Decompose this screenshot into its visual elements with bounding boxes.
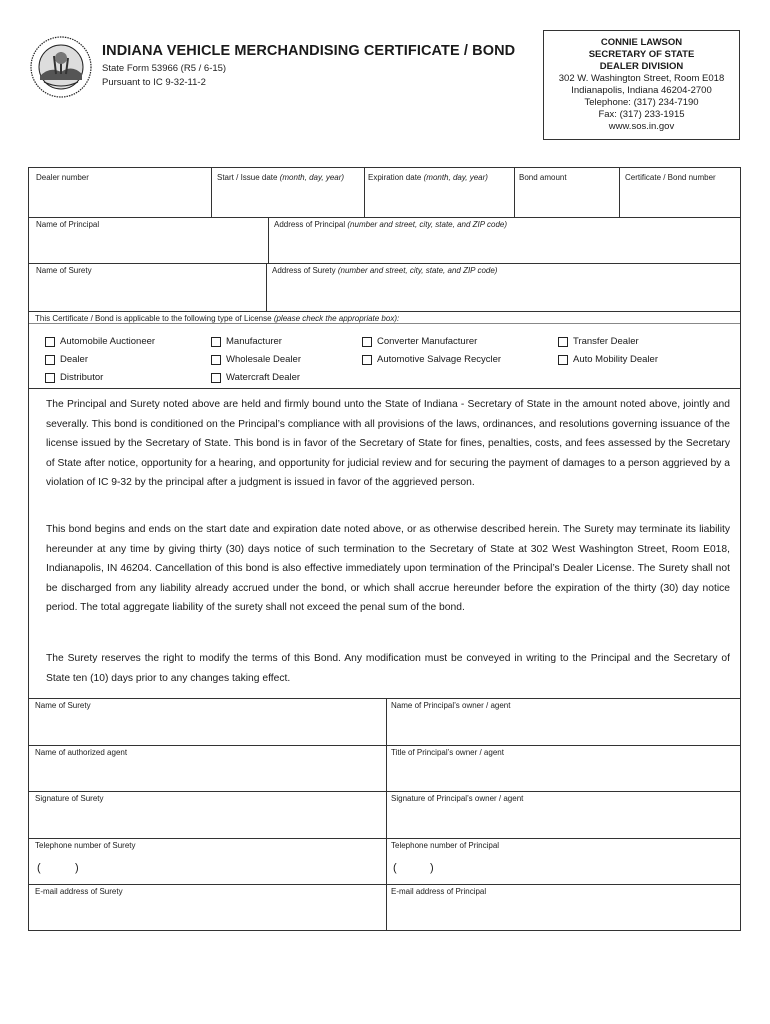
owner-title-field[interactable]: Title of Principal’s owner / agent: [391, 748, 504, 757]
bond-terms-paragraph-3: The Surety reserves the right to modify the terms of this Bond. Any modification must be conveyed in writing to the Principal and the Secretary of State ten (10) days prior to any changes taking effect.: [46, 653, 730, 684]
principal-address-field[interactable]: Address of Principal (number and street, city, state, and ZIP code): [274, 220, 508, 229]
form-title: INDIANA VEHICLE MERCHANDISING CERTIFICATE / BOND: [102, 43, 516, 59]
principal-name-field[interactable]: Name of Principal: [36, 220, 100, 229]
principal-area-code-close: ): [430, 862, 434, 874]
bond-form: [28, 167, 741, 931]
checkbox-converter-manufacturer[interactable]: Converter Manufacturer: [362, 336, 477, 347]
office-address-line1: 302 W. Washington Street, Room E018: [558, 73, 725, 84]
office-title: SECRETARY OF STATE: [588, 49, 695, 60]
office-website: www.sos.in.gov: [608, 121, 675, 132]
office-name: CONNIE LAWSON: [600, 37, 683, 48]
dealer-number-field[interactable]: Dealer number: [36, 173, 89, 182]
pursuant-statute: Pursuant to IC 9-32-11-2: [102, 77, 206, 88]
bond-terms-paragraph-2: This bond begins and ends on the start date and expiration date noted above, or as otherwise described herein. The Surety may terminate its liability hereunder at any time by giving thirty (30) days notice of such termination to the Secretary of State at 302 West Washington Street, Room E018, Indianapolis, IN 46204. Cancellation of this bond is also effective immediately upon termination of the Principal’s Dealer License. The Surety shall not be discharged from any liability already accrued under the bond, or which shall accrue hereunder before the expiration of the thirty (30) day notice period. The total aggregate liability of the surety shall not exceed the penal sum of the bond.: [46, 524, 730, 613]
surety-name-field[interactable]: Name of Surety: [36, 266, 92, 275]
bond-terms-paragraph-1: The Principal and Surety noted above are held and firmly bound unto the State of Indiana - Secretary of State in the amount noted above, jointly and severally. This bond is conditioned on the Principal’s compliance with all provisions of the laws, ordinances, and resolutions governing issuance of the license issued by the Secretary of State. This bond is in favor of the Secretary of State for fines, penalties, costs, and fees assessed by the Secretary of State after notice, opportunity for a hearing, and opportunity for judicial review and for securing the payment of damages to a person aggrieved by a violation of IC 9-32 by the principal after a judgment is issued in favor of the aggrieved person.: [46, 399, 730, 488]
principal-telephone-field[interactable]: Telephone number of Principal: [391, 841, 500, 850]
checkbox-watercraft-dealer[interactable]: Watercraft Dealer: [211, 372, 300, 383]
authorized-agent-field[interactable]: Name of authorized agent: [35, 748, 128, 757]
surety-name-bottom-field[interactable]: Name of Surety: [35, 701, 91, 710]
checkbox-auto-mobility-dealer[interactable]: Auto Mobility Dealer: [558, 354, 658, 365]
certificate-number-field[interactable]: Certificate / Bond number: [625, 173, 716, 182]
checkbox-automobile-auctioneer[interactable]: Automobile Auctioneer: [45, 336, 155, 347]
owner-signature-field[interactable]: Signature of Principal’s owner / agent: [391, 794, 524, 803]
surety-telephone-field[interactable]: Telephone number of Surety: [35, 841, 136, 850]
start-date-field[interactable]: Start / Issue date (month, day, year): [217, 173, 345, 182]
expiration-date-field[interactable]: Expiration date (month, day, year): [368, 173, 488, 182]
checkbox-manufacturer[interactable]: Manufacturer: [211, 336, 282, 347]
surety-area-code-close: ): [75, 862, 79, 874]
office-telephone: Telephone: (317) 234-7190: [584, 97, 699, 108]
owner-name-field[interactable]: Name of Principal’s owner / agent: [391, 701, 511, 710]
principal-email-field[interactable]: E-mail address of Principal: [391, 887, 487, 896]
state-form-number: State Form 53966 (R5 / 6-15): [102, 63, 227, 74]
license-type-prompt: This Certificate / Bond is applicable to the following type of License (please check the appropriate box):: [35, 314, 400, 323]
surety-address-field[interactable]: Address of Surety (number and street, city, state, and ZIP code): [272, 266, 498, 275]
office-fax: Fax: (317) 233-1915: [598, 109, 685, 120]
checkbox-transfer-dealer[interactable]: Transfer Dealer: [558, 336, 639, 347]
checkbox-automotive-salvage-recycler[interactable]: Automotive Salvage Recycler: [362, 354, 501, 365]
surety-area-code-open: (: [37, 862, 41, 874]
principal-area-code-open: (: [393, 862, 397, 874]
state-seal-logo: [30, 36, 92, 98]
checkbox-wholesale-dealer[interactable]: Wholesale Dealer: [211, 354, 301, 365]
office-address-line2: Indianapolis, Indiana 46204-2700: [571, 85, 712, 96]
surety-signature-field[interactable]: Signature of Surety: [35, 794, 104, 803]
office-contact-box: [543, 30, 740, 140]
office-division: DEALER DIVISION: [599, 61, 684, 72]
bond-amount-field[interactable]: Bond amount: [519, 173, 567, 182]
checkbox-dealer[interactable]: Dealer: [45, 354, 88, 365]
surety-email-field[interactable]: E-mail address of Surety: [35, 887, 123, 896]
checkbox-distributor[interactable]: Distributor: [45, 372, 103, 383]
